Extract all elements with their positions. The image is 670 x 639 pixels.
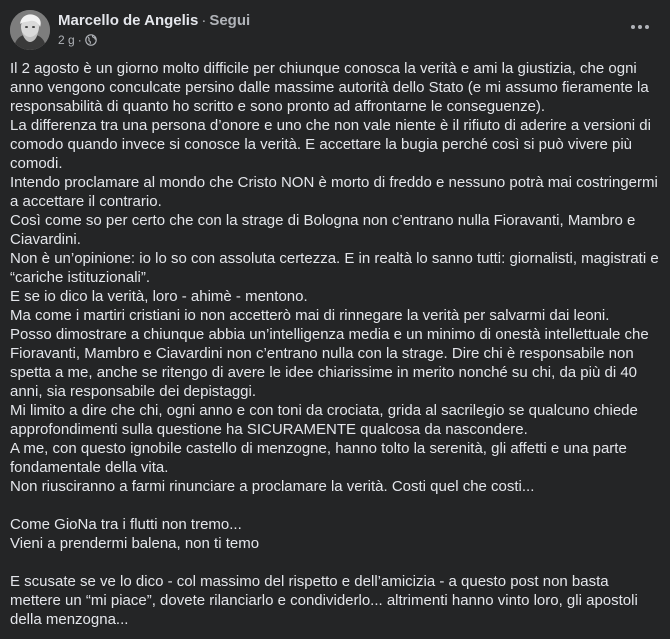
follow-button[interactable]: Segui [209,12,251,29]
post-text [10,59,660,629]
post-paragraph: Il 2 agosto è un giorno molto difficile per chiunque conosca la verità e ami la giustizia, che ogni anno vengono conculcate persino dalle massime autorità dello Stato (e mi assumo fieramente la responsabilità di quanto ho scritto e sono pronto ad affrontarne le conseguenze). [10,60,649,115]
post-time[interactable]: 2 g [58,33,75,47]
avatar[interactable] [10,10,50,50]
meta-separator-dot: · [77,33,82,47]
post-paragraph: Ma come i martiri cristiani io non accetterò mai di rinnegare la verità per salvarmi dai leoni. [10,307,610,324]
author-line [58,11,250,31]
post-paragraph: Non riusciranno a farmi rinunciare a proclamare la verità. Costi quel che costi... [10,478,535,495]
post-paragraph: E se io dico la verità, loro - ahimè - mentono. [10,288,308,305]
post-paragraph: Non è un’opinione: io lo so con assoluta certezza. E in realtà lo sanno tutti: giornalisti, magistrati e “cariche istituzionali”. [10,250,659,286]
more-options-button[interactable] [626,16,654,38]
post-paragraph: Mi limito a dire che chi, ogni anno e con toni da crociata, grida al sacrilegio se qualcuno chiede approfondimenti sulla questione ha SICURAMENTE qualcosa da nascondere. [10,402,638,438]
post-header [10,8,660,52]
post-paragraph: Così come so per certo che con la strage di Bologna non c’entrano nulla Fioravanti, Mambro e Ciavardini. [10,212,636,248]
post-paragraph: Posso dimostrare a chiunque abbia un’intelligenza media e un minimo di onestà intellettuale che Fioravanti, Mambro e Ciavardini non c’entrano nulla con la strage. Dire chi è responsabile non spetta a me, anche se ritengo di avere le idee chiarissime in merito nonché su chi, da più di 40 anni, sia responsabile dei depistaggi. [10,326,649,400]
author-name[interactable]: Marcello de Angelis [58,12,199,29]
avatar-image [10,10,50,50]
post-meta [58,32,97,48]
separator-dot: · [201,12,207,29]
post-paragraph: La differenza tra una persona d’onore e uno che non vale niente è il rifiuto di aderire a versioni di comodo quando invece si conosce la verità. E accettare la bugia perché così si può vivere più comodi. [10,117,651,172]
paragraph-gap [10,553,660,572]
post-paragraph: A me, con questo ignobile castello di menzogne, hanno tolto la serenità, gli affetti e una parte fondamentale della vita. [10,440,627,476]
paragraph-gap [10,496,660,515]
post-paragraph: Come GioNa tra i flutti non tremo... [10,516,242,533]
ellipsis-icon [630,24,650,30]
post-paragraph: E scusate se ve lo dico - col massimo del rispetto e dell’amicizia - a questo post non basta mettere un “mi piace”, dovete rilanciarlo e condividerlo... altrimenti hanno vinto loro, gli apostoli della menzogna... [10,573,638,628]
globe-icon[interactable] [85,34,97,46]
post-paragraph: Intendo proclamare al mondo che Cristo NON è morto di freddo e nessuno potrà mai costringermi a accettare il contrario. [10,174,658,210]
post-paragraph: Vieni a prendermi balena, non ti temo [10,535,260,552]
